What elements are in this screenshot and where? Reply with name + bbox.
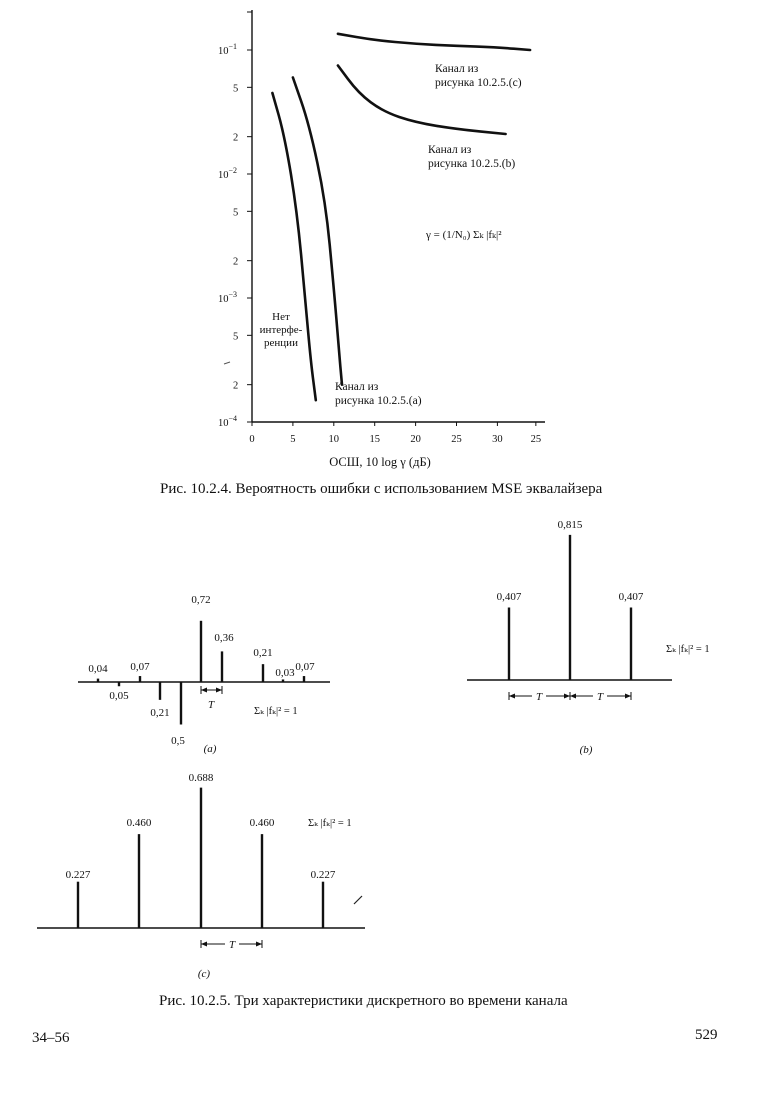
curve-c-label-1: Канал из bbox=[435, 63, 479, 75]
stem-value-label: 0,407 bbox=[618, 591, 644, 603]
stem-value-label: 0.688 bbox=[188, 772, 214, 784]
y-tick-label: 5 bbox=[233, 331, 239, 343]
curve-no-interference bbox=[272, 93, 315, 400]
channel-b-plot bbox=[467, 519, 710, 756]
stem-value-label: 0.227 bbox=[65, 869, 91, 881]
spacing-label-b2: T bbox=[596, 691, 604, 703]
stems-c bbox=[66, 772, 336, 928]
y-tick-label: 5 bbox=[233, 83, 239, 95]
subfigure-b-label: (b) bbox=[579, 744, 593, 756]
scan-mark bbox=[224, 362, 230, 364]
spacing-label-b1: T bbox=[535, 691, 543, 703]
y-tick-exponent: −1 bbox=[228, 42, 238, 51]
gamma-formula: γ = (1/N₀) Σₖ |fₖ|² bbox=[426, 229, 502, 241]
curve-a-label-1: Канал из bbox=[335, 381, 379, 393]
curve-c-label-2: рисунка 10.2.5.(c) bbox=[435, 77, 522, 89]
error-probability-chart bbox=[218, 10, 545, 469]
y-tick-label: 2 bbox=[233, 380, 239, 392]
figure-caption-1: Рис. 10.2.4. Вероятность ошибки с использованием MSE эквалайзера bbox=[160, 481, 603, 497]
y-tick-exponent: −3 bbox=[228, 290, 238, 299]
y-tick-label: $10^{-4}$ bbox=[218, 414, 238, 429]
x-tick-label: 10 bbox=[328, 434, 340, 445]
y-tick-label: $10^{-2}$ bbox=[218, 166, 238, 181]
page-number: 529 bbox=[695, 1027, 718, 1043]
subfigure-c-label: (c) bbox=[197, 968, 211, 980]
sum-formula-b: Σₖ |fₖ|² = 1 bbox=[666, 644, 710, 655]
stem-value-label: 0,21 bbox=[253, 647, 273, 659]
y-tick-label: 2 bbox=[233, 256, 239, 268]
x-tick-label: 0 bbox=[249, 434, 255, 445]
scan-mark bbox=[354, 896, 362, 904]
curve-channel-c bbox=[338, 34, 530, 50]
curve-b-label-2: рисунка 10.2.5.(b) bbox=[428, 158, 516, 170]
y-tick-label: $10^{-3}$ bbox=[218, 290, 238, 305]
sum-formula-a: Σₖ |fₖ|² = 1 bbox=[254, 706, 298, 717]
x-tick-label: 25 bbox=[451, 434, 462, 445]
stem-value-label: 0,5 bbox=[171, 735, 185, 747]
curve-a-label-2: рисунка 10.2.5.(a) bbox=[335, 395, 422, 407]
x-tick-label: 5 bbox=[290, 434, 296, 445]
x-tick-label: 25 bbox=[530, 434, 542, 445]
curve-channel-b bbox=[338, 66, 506, 135]
stem-value-label: 0.460 bbox=[126, 817, 152, 829]
x-tick-label: 15 bbox=[369, 434, 380, 445]
x-ticks bbox=[249, 422, 541, 445]
no-interference-label-2: интерфе- bbox=[259, 324, 303, 336]
channel-a-plot bbox=[78, 594, 330, 755]
no-interference-label-3: ренции bbox=[264, 337, 298, 349]
subfigure-a-label: (a) bbox=[203, 743, 217, 755]
stem-value-label: 0.460 bbox=[249, 817, 275, 829]
stem-value-label: 0,05 bbox=[109, 690, 129, 702]
footer-left: 34–56 bbox=[32, 1030, 70, 1046]
x-tick-label: 30 bbox=[492, 434, 503, 445]
curve-channel-a bbox=[293, 78, 342, 385]
stem-value-label: 0.227 bbox=[310, 869, 336, 881]
spacing-marker-a bbox=[201, 686, 222, 694]
stem-value-label: 0,07 bbox=[130, 661, 150, 673]
stem-value-label: 0,815 bbox=[557, 519, 583, 531]
x-tick-label: 20 bbox=[410, 434, 421, 445]
y-tick-label: 5 bbox=[233, 207, 239, 219]
y-tick-label: 2 bbox=[233, 132, 239, 144]
y-ticks bbox=[218, 12, 252, 429]
y-tick-exponent: −2 bbox=[228, 166, 238, 175]
stem-value-label: 0,407 bbox=[496, 591, 522, 603]
stem-value-label: 0,72 bbox=[191, 594, 211, 606]
channel-c-plot bbox=[37, 772, 365, 980]
spacing-label-c: T bbox=[228, 939, 236, 951]
no-interference-label-1: Нет bbox=[272, 311, 290, 323]
stems-b bbox=[497, 519, 644, 680]
stem-value-label: 0,07 bbox=[295, 661, 315, 673]
figure-caption-2: Рис. 10.2.5. Три характеристики дискретного во времени канала bbox=[159, 993, 568, 1009]
y-tick-label: $10^{-1}$ bbox=[218, 42, 238, 57]
x-axis-label: ОСШ, 10 log γ (дБ) bbox=[329, 455, 431, 469]
sum-formula-c: Σₖ |fₖ|² = 1 bbox=[308, 818, 352, 829]
stem-value-label: 0,04 bbox=[88, 663, 108, 675]
spacing-label-a: T bbox=[207, 699, 215, 711]
stem-value-label: 0,36 bbox=[214, 632, 234, 644]
spacing-marker-b bbox=[509, 690, 631, 702]
stems-a bbox=[88, 594, 315, 747]
curve-b-label-1: Канал из bbox=[428, 144, 472, 156]
y-tick-exponent: −4 bbox=[228, 414, 238, 423]
stem-value-label: 0,03 bbox=[275, 667, 295, 679]
stem-value-label: 0,21 bbox=[150, 707, 170, 719]
